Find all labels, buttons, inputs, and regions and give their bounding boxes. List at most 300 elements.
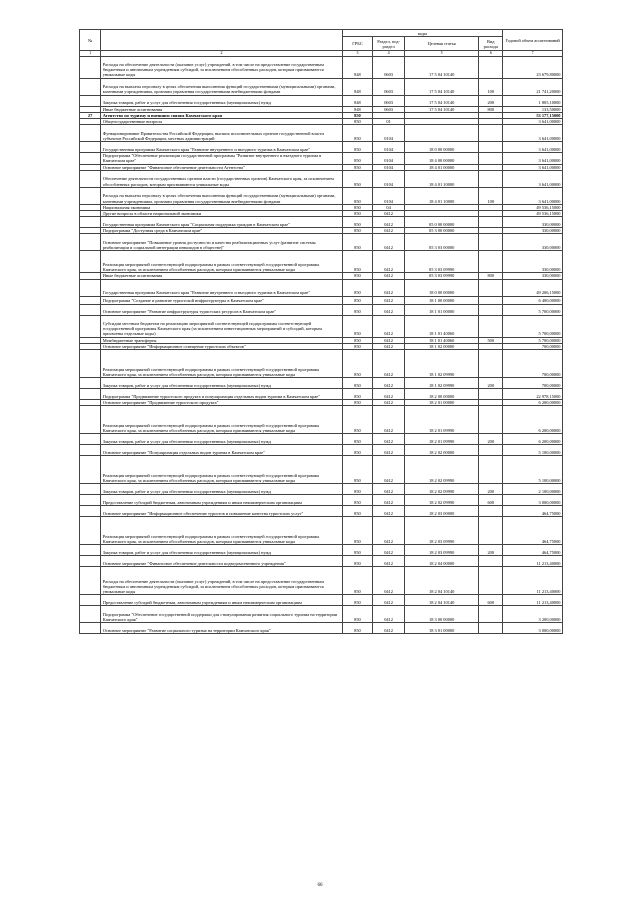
row-name-cell: Реализация мероприятий соответствующей подпрограммы в рамках соответствующей государственной программы Камчатского края, за исключением обособленных расходов, которым присваиваются уникальные коды <box>101 251 342 273</box>
row-target-article-cell: 17 5 04 10140 <box>405 106 479 112</box>
row-expense-type-cell <box>479 304 503 315</box>
row-name-cell: Основное мероприятие "Развитие инфраструктуры туристских ресурсов в Камчатском крае" <box>101 304 342 315</box>
row-grbs-cell: 850 <box>342 118 373 124</box>
row-name-cell: Предоставление субсидий бюджетным, автономным учреждениям и иным некоммерческим организациям <box>101 595 342 606</box>
row-razdel-cell: 0412 <box>373 349 405 377</box>
row-number-cell <box>80 315 101 337</box>
row-razdel-cell: 0412 <box>373 377 405 388</box>
row-number-cell <box>80 217 101 228</box>
row-name-cell: Закупка товаров, работ и услуг для обеспечения государственных (муниципальных) нужд <box>101 484 342 495</box>
row-expense-type-cell <box>479 388 503 399</box>
row-expense-type-cell: 100 <box>479 187 503 204</box>
row-expense-type-cell <box>479 153 503 164</box>
row-expense-type-cell <box>479 279 503 296</box>
row-target-article-cell: 05 3 00 00000 <box>405 228 479 234</box>
row-sum-cell: 21 741,20000 <box>503 78 563 95</box>
table-row <box>80 406 563 434</box>
row-grbs-cell: 850 <box>342 545 373 556</box>
row-sum-cell: 6 200,00000 <box>503 434 563 445</box>
row-number-cell <box>80 251 101 273</box>
row-expense-type-cell: 200 <box>479 434 503 445</box>
row-number-cell <box>80 153 101 164</box>
row-sum-cell: 3 641,00000 <box>503 125 563 142</box>
row-grbs-cell: 850 <box>342 296 373 304</box>
row-number-cell <box>80 170 101 187</box>
row-target-article-cell: 05 3 03 00000 <box>405 234 479 251</box>
row-sum-cell: 700,00000 <box>503 377 563 388</box>
table-row <box>80 142 563 153</box>
row-target-article-cell <box>405 125 479 142</box>
row-razdel-cell: 0412 <box>373 623 405 634</box>
row-number-cell <box>80 142 101 153</box>
row-number-cell <box>80 349 101 377</box>
row-sum-cell: 464,75000 <box>503 517 563 545</box>
table-row <box>80 377 563 388</box>
row-razdel-cell: 0412 <box>373 434 405 445</box>
row-grbs-cell: 850 <box>342 445 373 456</box>
row-number-cell: 27 <box>80 112 101 118</box>
row-name-cell: Основное мероприятие "Популяризация отдельных видов туризма в Камчатском крае" <box>101 445 342 456</box>
table-row <box>80 517 563 545</box>
index-cell: 2 <box>101 51 342 57</box>
row-expense-type-cell <box>479 251 503 273</box>
row-target-article-cell: 18 3 01 00000 <box>405 623 479 634</box>
row-grbs-cell: 850 <box>342 142 373 153</box>
row-sum-cell: 11 213,40000 <box>503 567 563 595</box>
row-razdel-cell: 0412 <box>373 606 405 623</box>
row-grbs-cell: 850 <box>342 377 373 388</box>
row-target-article-cell: 18 0 00 00000 <box>405 142 479 153</box>
row-number-cell <box>80 234 101 251</box>
row-expense-type-cell <box>479 170 503 187</box>
table-body <box>80 56 563 634</box>
row-sum-cell: 330,00000 <box>503 217 563 228</box>
row-grbs-cell: 850 <box>342 506 373 517</box>
row-grbs-cell: 848 <box>342 95 373 106</box>
row-expense-type-cell <box>479 56 503 78</box>
row-number-cell <box>80 95 101 106</box>
index-cell: 3 <box>342 51 373 57</box>
table-row <box>80 495 563 506</box>
row-grbs-cell: 850 <box>342 315 373 337</box>
table-row <box>80 153 563 164</box>
row-razdel-cell: 0412 <box>373 545 405 556</box>
header-number: № <box>80 30 101 51</box>
row-razdel-cell: 0412 <box>373 251 405 273</box>
row-name-cell: Субсидии местным бюджетам на реализацию мероприятий соответствующей подпрограммы соответствующей государственной программы Камчатского края (за исключением инвестиционных мероприятий и субсидий, которым присвоены отдельные коды) <box>101 315 342 337</box>
row-number-cell <box>80 623 101 634</box>
budget-table <box>79 29 563 634</box>
row-sum-cell: 3 000,00000 <box>503 623 563 634</box>
row-name-cell: Основное мероприятие "Информационное обеспечение туристов и повышение качества туристских услуг" <box>101 506 342 517</box>
row-name-cell: Агентство по туризму и внешним связям Камчатского края <box>101 112 342 118</box>
row-name-cell: Закупка товаров, работ и услуг для обеспечения государственных (муниципальных) нужд <box>101 95 342 106</box>
row-sum-cell: 5 100,00000 <box>503 456 563 484</box>
row-sum-cell: 3 641,00000 <box>503 164 563 170</box>
index-cell: 7 <box>503 51 563 57</box>
row-sum-cell: 3 200,00000 <box>503 606 563 623</box>
row-sum-cell: 11 213,40000 <box>503 595 563 606</box>
row-target-article-cell: 18 2 03 09990 <box>405 545 479 556</box>
table-row <box>80 606 563 623</box>
row-sum-cell: 330,00000 <box>503 234 563 251</box>
page-number: 66 <box>317 883 323 888</box>
row-expense-type-cell <box>479 556 503 567</box>
header-expense-type: Вид расхода <box>479 37 503 51</box>
row-grbs-cell: 848 <box>342 56 373 78</box>
row-expense-type-cell: 600 <box>479 495 503 506</box>
row-grbs-cell: 850 <box>342 517 373 545</box>
row-target-article-cell: 18 4 01 00000 <box>405 164 479 170</box>
row-sum-cell: 6 200,00000 <box>503 406 563 434</box>
row-name-cell: Закупка товаров, работ и услуг для обеспечения государственных (муниципальных) нужд <box>101 434 342 445</box>
table-row <box>80 545 563 556</box>
row-target-article-cell: 17 5 04 10140 <box>405 56 479 78</box>
row-name-cell: Расходы на выплаты персоналу в целях обеспечения выполнения функций государственными (муниципальными) органами, казенными учреждениями, органами управления государственными внебюджетными фондами <box>101 187 342 204</box>
row-sum-cell: 49 536,15000 <box>503 210 563 216</box>
row-sum-cell: 700,00000 <box>503 349 563 377</box>
row-expense-type-cell: 500 <box>479 337 503 343</box>
row-name-cell: Подпрограмма "Обеспечение реализации государственной программы "Развитие внутреннего и въездного туризма в Камчатском крае" <box>101 153 342 164</box>
row-name-cell: Подпрограмма "Создание и развитие туристской инфраструктуры в Камчатском крае" <box>101 296 342 304</box>
row-target-article-cell: 05 0 00 00000 <box>405 217 479 228</box>
row-name-cell: Функционирование Правительства Российской Федерации, высших исполнительных органов государственной власти субъектов Российской Федерации, местных администраций <box>101 125 342 142</box>
row-expense-type-cell <box>479 315 503 337</box>
header-target-article: Целевая статья <box>405 37 479 51</box>
row-expense-type-cell: 200 <box>479 95 503 106</box>
row-name-cell: Реализация мероприятий соответствующей подпрограммы в рамках соответствующей государственной программы Камчатского края, за исключением обособленных расходов, которым присваиваются уникальные коды <box>101 349 342 377</box>
row-razdel-cell: 0412 <box>373 567 405 595</box>
index-cell: 5 <box>405 51 479 57</box>
row-expense-type-cell: 600 <box>479 595 503 606</box>
row-grbs-cell: 850 <box>342 399 373 405</box>
row-grbs-cell: 850 <box>342 251 373 273</box>
row-grbs-cell: 850 <box>342 434 373 445</box>
row-razdel-cell: 0104 <box>373 125 405 142</box>
row-razdel-cell: 0412 <box>373 217 405 228</box>
row-razdel-cell: 0104 <box>373 142 405 153</box>
row-razdel-cell: 0412 <box>373 506 405 517</box>
row-expense-type-cell: 200 <box>479 377 503 388</box>
row-grbs-cell: 850 <box>342 349 373 377</box>
row-razdel-cell: 0412 <box>373 406 405 434</box>
table-row <box>80 296 563 304</box>
row-grbs-cell: 850 <box>342 343 373 349</box>
row-razdel-cell: 0412 <box>373 399 405 405</box>
row-name-cell: Предоставление субсидий бюджетным, автономным учреждениям и иным некоммерческим организациям <box>101 495 342 506</box>
header-name <box>101 30 342 51</box>
table-row <box>80 567 563 595</box>
row-target-article-cell: 18 2 01 09990 <box>405 406 479 434</box>
row-razdel-cell: 0104 <box>373 170 405 187</box>
table-row <box>80 217 563 228</box>
row-target-article-cell: 18 1 02 00000 <box>405 343 479 349</box>
row-grbs-cell: 850 <box>342 112 373 118</box>
row-grbs-cell: 850 <box>342 623 373 634</box>
row-grbs-cell: 850 <box>342 304 373 315</box>
table-row <box>80 506 563 517</box>
row-target-article-cell: 18 2 01 09990 <box>405 434 479 445</box>
row-expense-type-cell: 200 <box>479 545 503 556</box>
row-target-article-cell: 18 1 01 40060 <box>405 315 479 337</box>
row-grbs-cell: 850 <box>342 279 373 296</box>
row-number-cell <box>80 78 101 95</box>
row-expense-type-cell <box>479 623 503 634</box>
row-grbs-cell: 850 <box>342 153 373 164</box>
row-razdel-cell: 0412 <box>373 304 405 315</box>
row-grbs-cell: 850 <box>342 456 373 484</box>
row-razdel-cell: 0412 <box>373 517 405 545</box>
row-number-cell <box>80 377 101 388</box>
row-target-article-cell: 18 2 00 00000 <box>405 388 479 399</box>
row-number-cell <box>80 545 101 556</box>
table-row <box>80 623 563 634</box>
row-sum-cell: 5 700,00000 <box>503 315 563 337</box>
row-grbs-cell: 850 <box>342 495 373 506</box>
row-sum-cell: 49 206,15000 <box>503 279 563 296</box>
table-row <box>80 251 563 273</box>
row-expense-type-cell <box>479 567 503 595</box>
row-number-cell <box>80 56 101 78</box>
row-razdel-cell: 0104 <box>373 187 405 204</box>
row-name-cell: Государственная программа Камчатского края "Развитие внутреннего и въездного туризма в Камчатском крае" <box>101 279 342 296</box>
row-sum-cell: 330,00000 <box>503 273 563 279</box>
row-target-article-cell: 05 3 03 09990 <box>405 273 479 279</box>
row-razdel-cell: 0412 <box>373 556 405 567</box>
row-grbs-cell: 850 <box>342 228 373 234</box>
row-name-cell: Обеспечение деятельности государственных органов власти (государственных органов) Камчатского края, за исключением обособленных расходов, которым присваиваются уникальные коды <box>101 170 342 187</box>
row-grbs-cell: 850 <box>342 234 373 251</box>
row-razdel-cell: 04 <box>373 204 405 210</box>
row-name-cell: Подпрограмма "Продвижение туристского продукта и популяризация отдельных видов туризма в Камчатском крае" <box>101 388 342 399</box>
row-grbs-cell: 850 <box>342 388 373 399</box>
row-target-article-cell: 18 2 04 00000 <box>405 556 479 567</box>
table-row <box>80 78 563 95</box>
row-expense-type-cell <box>479 217 503 228</box>
row-name-cell: Иные бюджетные ассигнования <box>101 273 342 279</box>
row-target-article-cell: 18 4 01 10000 <box>405 170 479 187</box>
table-row <box>80 484 563 495</box>
row-expense-type-cell <box>479 456 503 484</box>
row-expense-type-cell <box>479 296 503 304</box>
row-target-article-cell: 18 4 01 10000 <box>405 187 479 204</box>
row-name-cell: Расходы на обеспечение деятельности (оказание услуг) учреждений, в том числе на предоставление государственным бюджетным и автономным учреждениям субсидий, за исключением обособленных расходов, которым присваиваются уникальные коды <box>101 56 342 78</box>
row-name-cell: Другие вопросы в области национальной экономики <box>101 210 342 216</box>
row-sum-cell: 3 641,00000 <box>503 118 563 124</box>
row-sum-cell: 6 200,00000 <box>503 399 563 405</box>
row-sum-cell: 11 213,40000 <box>503 556 563 567</box>
row-razdel-cell: 0412 <box>373 595 405 606</box>
table-row <box>80 388 563 399</box>
row-grbs-cell: 850 <box>342 204 373 210</box>
table-row <box>80 279 563 296</box>
row-target-article-cell: 18 1 01 00000 <box>405 304 479 315</box>
row-razdel-cell: 0603 <box>373 56 405 78</box>
row-razdel-cell: 0412 <box>373 495 405 506</box>
row-target-article-cell: 17 5 04 10140 <box>405 95 479 106</box>
row-number-cell <box>80 187 101 204</box>
table-header <box>80 30 563 57</box>
row-target-article-cell: 18 0 00 00000 <box>405 279 479 296</box>
row-number-cell <box>80 388 101 399</box>
row-grbs-cell: 850 <box>342 595 373 606</box>
row-razdel-cell: 0412 <box>373 388 405 399</box>
row-name-cell: Национальная экономика <box>101 204 342 210</box>
row-name-cell: Основное мероприятие "Продвижение туристского продукта" <box>101 399 342 405</box>
row-grbs-cell: 850 <box>342 125 373 142</box>
row-expense-type-cell <box>479 142 503 153</box>
row-grbs-cell: 848 <box>342 106 373 112</box>
row-target-article-cell: 17 5 04 10140 <box>405 78 479 95</box>
row-sum-cell: 5 700,00000 <box>503 304 563 315</box>
row-number-cell <box>80 445 101 456</box>
row-razdel-cell: 0603 <box>373 95 405 106</box>
row-expense-type-cell: 100 <box>479 78 503 95</box>
row-razdel-cell: 0412 <box>373 228 405 234</box>
row-number-cell <box>80 495 101 506</box>
row-name-cell: Реализация мероприятий соответствующей подпрограммы в рамках соответствующей государственной программы Камчатского края, за исключением обособленных расходов, которым присваиваются уникальные коды <box>101 517 342 545</box>
index-cell: 1 <box>80 51 101 57</box>
header-annual-sum: Годовой объем ассигнований <box>503 30 563 51</box>
row-razdel-cell: 0603 <box>373 106 405 112</box>
row-number-cell <box>80 456 101 484</box>
row-razdel-cell: 0412 <box>373 315 405 337</box>
table-row <box>80 125 563 142</box>
row-target-article-cell: 18 2 02 00000 <box>405 445 479 456</box>
row-name-cell: Закупка товаров, работ и услуг для обеспечения государственных (муниципальных) нужд <box>101 377 342 388</box>
table-row <box>80 315 563 337</box>
row-name-cell: Основное мероприятие "Финансовое обеспечение деятельности Агентства" <box>101 164 342 170</box>
header-grbs: ГРБС <box>342 37 373 51</box>
row-name-cell: Расходы на выплаты персоналу в целях обеспечения выполнения функций государственными (муниципальными) органами, казенными учреждениями, органами управления государственными внебюджетными фондами <box>101 78 342 95</box>
table-row <box>80 234 563 251</box>
row-expense-type-cell <box>479 606 503 623</box>
table-row <box>80 95 563 106</box>
row-target-article-cell: 18 1 00 00000 <box>405 296 479 304</box>
row-target-article-cell: 18 2 02 09990 <box>405 456 479 484</box>
row-sum-cell: 133,50000 <box>503 106 563 112</box>
row-sum-cell: 3 641,00000 <box>503 170 563 187</box>
row-number-cell <box>80 517 101 545</box>
row-target-article-cell: 18 2 03 00000 <box>405 506 479 517</box>
row-razdel-cell: 0412 <box>373 343 405 349</box>
row-sum-cell: 700,00000 <box>503 343 563 349</box>
row-sum-cell: 5 700,00000 <box>503 337 563 343</box>
row-expense-type-cell: 200 <box>479 484 503 495</box>
row-name-cell: Расходы на обеспечение деятельности (оказание услуг) учреждений, в том числе на предоставление государственным бюджетным и автономным учреждениям субсидий, за исключением обособленных расходов, которым присваиваются уникальные коды <box>101 567 342 595</box>
row-number-cell <box>80 606 101 623</box>
row-razdel-cell: 0603 <box>373 78 405 95</box>
row-expense-type-cell <box>479 349 503 377</box>
row-grbs-cell: 850 <box>342 210 373 216</box>
row-grbs-cell: 850 <box>342 337 373 343</box>
row-name-cell: Реализация мероприятий соответствующей подпрограммы в рамках соответствующей государственной программы Камчатского края, за исключением обособленных расходов, которым присваиваются уникальные коды <box>101 456 342 484</box>
row-sum-cell: 1 805,10000 <box>503 95 563 106</box>
row-razdel-cell: 0412 <box>373 456 405 484</box>
row-sum-cell: 6 400,00000 <box>503 296 563 304</box>
row-name-cell: Основное мероприятие "Информационное освещение туристских объектов" <box>101 343 342 349</box>
header-razdel: Раздел, под- раздел <box>373 37 405 51</box>
row-number-cell <box>80 506 101 517</box>
row-grbs-cell: 850 <box>342 567 373 595</box>
row-name-cell: Основное мероприятие "Повышение уровня доступности и качества реабилитационных услуг (развитие системы реабилитации и социальной интеграции инвалидов в обществе)" <box>101 234 342 251</box>
row-sum-cell: 2 100,00000 <box>503 484 563 495</box>
row-number-cell <box>80 296 101 304</box>
row-expense-type-cell: 800 <box>479 273 503 279</box>
row-number-cell <box>80 304 101 315</box>
row-expense-type-cell <box>479 125 503 142</box>
row-razdel-cell: 0412 <box>373 337 405 343</box>
row-grbs-cell: 850 <box>342 187 373 204</box>
row-name-cell: Государственная программа Камчатского края "Социальная поддержка граждан в Камчатском крае" <box>101 217 342 228</box>
table-row <box>80 187 563 204</box>
row-target-article-cell: 18 4 00 00000 <box>405 153 479 164</box>
row-name-cell: Закупка товаров, работ и услуг для обеспечения государственных (муниципальных) нужд <box>101 545 342 556</box>
row-name-cell: Иные бюджетные ассигнования <box>101 106 342 112</box>
row-razdel-cell: 0412 <box>373 484 405 495</box>
row-sum-cell: 3 000,00000 <box>503 495 563 506</box>
row-name-cell: Подпрограмма "Обеспечение государственной поддержки для стимулирования развития социального туризма на территории Камчатского края" <box>101 606 342 623</box>
table-row <box>80 556 563 567</box>
row-number-cell <box>80 434 101 445</box>
index-cell: 6 <box>479 51 503 57</box>
row-sum-cell: 3 641,00000 <box>503 187 563 204</box>
row-razdel-cell: 0412 <box>373 234 405 251</box>
row-target-article-cell: 18 2 03 09990 <box>405 517 479 545</box>
row-target-article-cell: 18 2 01 00000 <box>405 399 479 405</box>
row-name-cell: Межбюджетные трансферты <box>101 337 342 343</box>
row-target-article-cell: 18 1 02 09990 <box>405 377 479 388</box>
table-row <box>80 304 563 315</box>
row-razdel-cell: 0412 <box>373 210 405 216</box>
row-number-cell <box>80 556 101 567</box>
table-row <box>80 445 563 456</box>
table-row <box>80 434 563 445</box>
row-grbs-cell: 850 <box>342 556 373 567</box>
row-number-cell <box>80 125 101 142</box>
row-name-cell: Подпрограмма "Доступная среда в Камчатском крае" <box>101 228 342 234</box>
row-name-cell: Реализация мероприятий соответствующей подпрограммы в рамках соответствующей государственной программы Камчатского края, за исключением обособленных расходов, которым присваиваются уникальные коды <box>101 406 342 434</box>
row-sum-cell: 3 641,00000 <box>503 153 563 164</box>
table-row <box>80 349 563 377</box>
row-sum-cell: 53 177,15000 <box>503 112 563 118</box>
row-target-article-cell: 18 1 01 40060 <box>405 337 479 343</box>
row-expense-type-cell <box>479 506 503 517</box>
table-row <box>80 595 563 606</box>
row-razdel-cell: 0104 <box>373 164 405 170</box>
row-name-cell: Общегосударственные вопросы <box>101 118 342 124</box>
row-grbs-cell: 848 <box>342 78 373 95</box>
row-target-article-cell: 18 2 04 10140 <box>405 595 479 606</box>
row-sum-cell: 464,75000 <box>503 506 563 517</box>
row-grbs-cell: 850 <box>342 406 373 434</box>
row-name-cell: Государственная программа Камчатского края "Развитие внутреннего и въездного туризма в Камчатском крае" <box>101 142 342 153</box>
row-sum-cell: 3 641,00000 <box>503 142 563 153</box>
row-razdel-cell: 0104 <box>373 153 405 164</box>
row-number-cell <box>80 484 101 495</box>
row-grbs-cell: 850 <box>342 606 373 623</box>
row-target-article-cell: 05 3 03 09990 <box>405 251 479 273</box>
row-grbs-cell: 850 <box>342 484 373 495</box>
row-sum-cell: 23 679,80000 <box>503 56 563 78</box>
row-grbs-cell: 850 <box>342 273 373 279</box>
row-razdel-cell: 01 <box>373 118 405 124</box>
index-cell: 4 <box>373 51 405 57</box>
row-sum-cell: 5 100,00000 <box>503 445 563 456</box>
header-codes: коды <box>342 30 503 37</box>
table-row <box>80 170 563 187</box>
row-grbs-cell: 850 <box>342 164 373 170</box>
